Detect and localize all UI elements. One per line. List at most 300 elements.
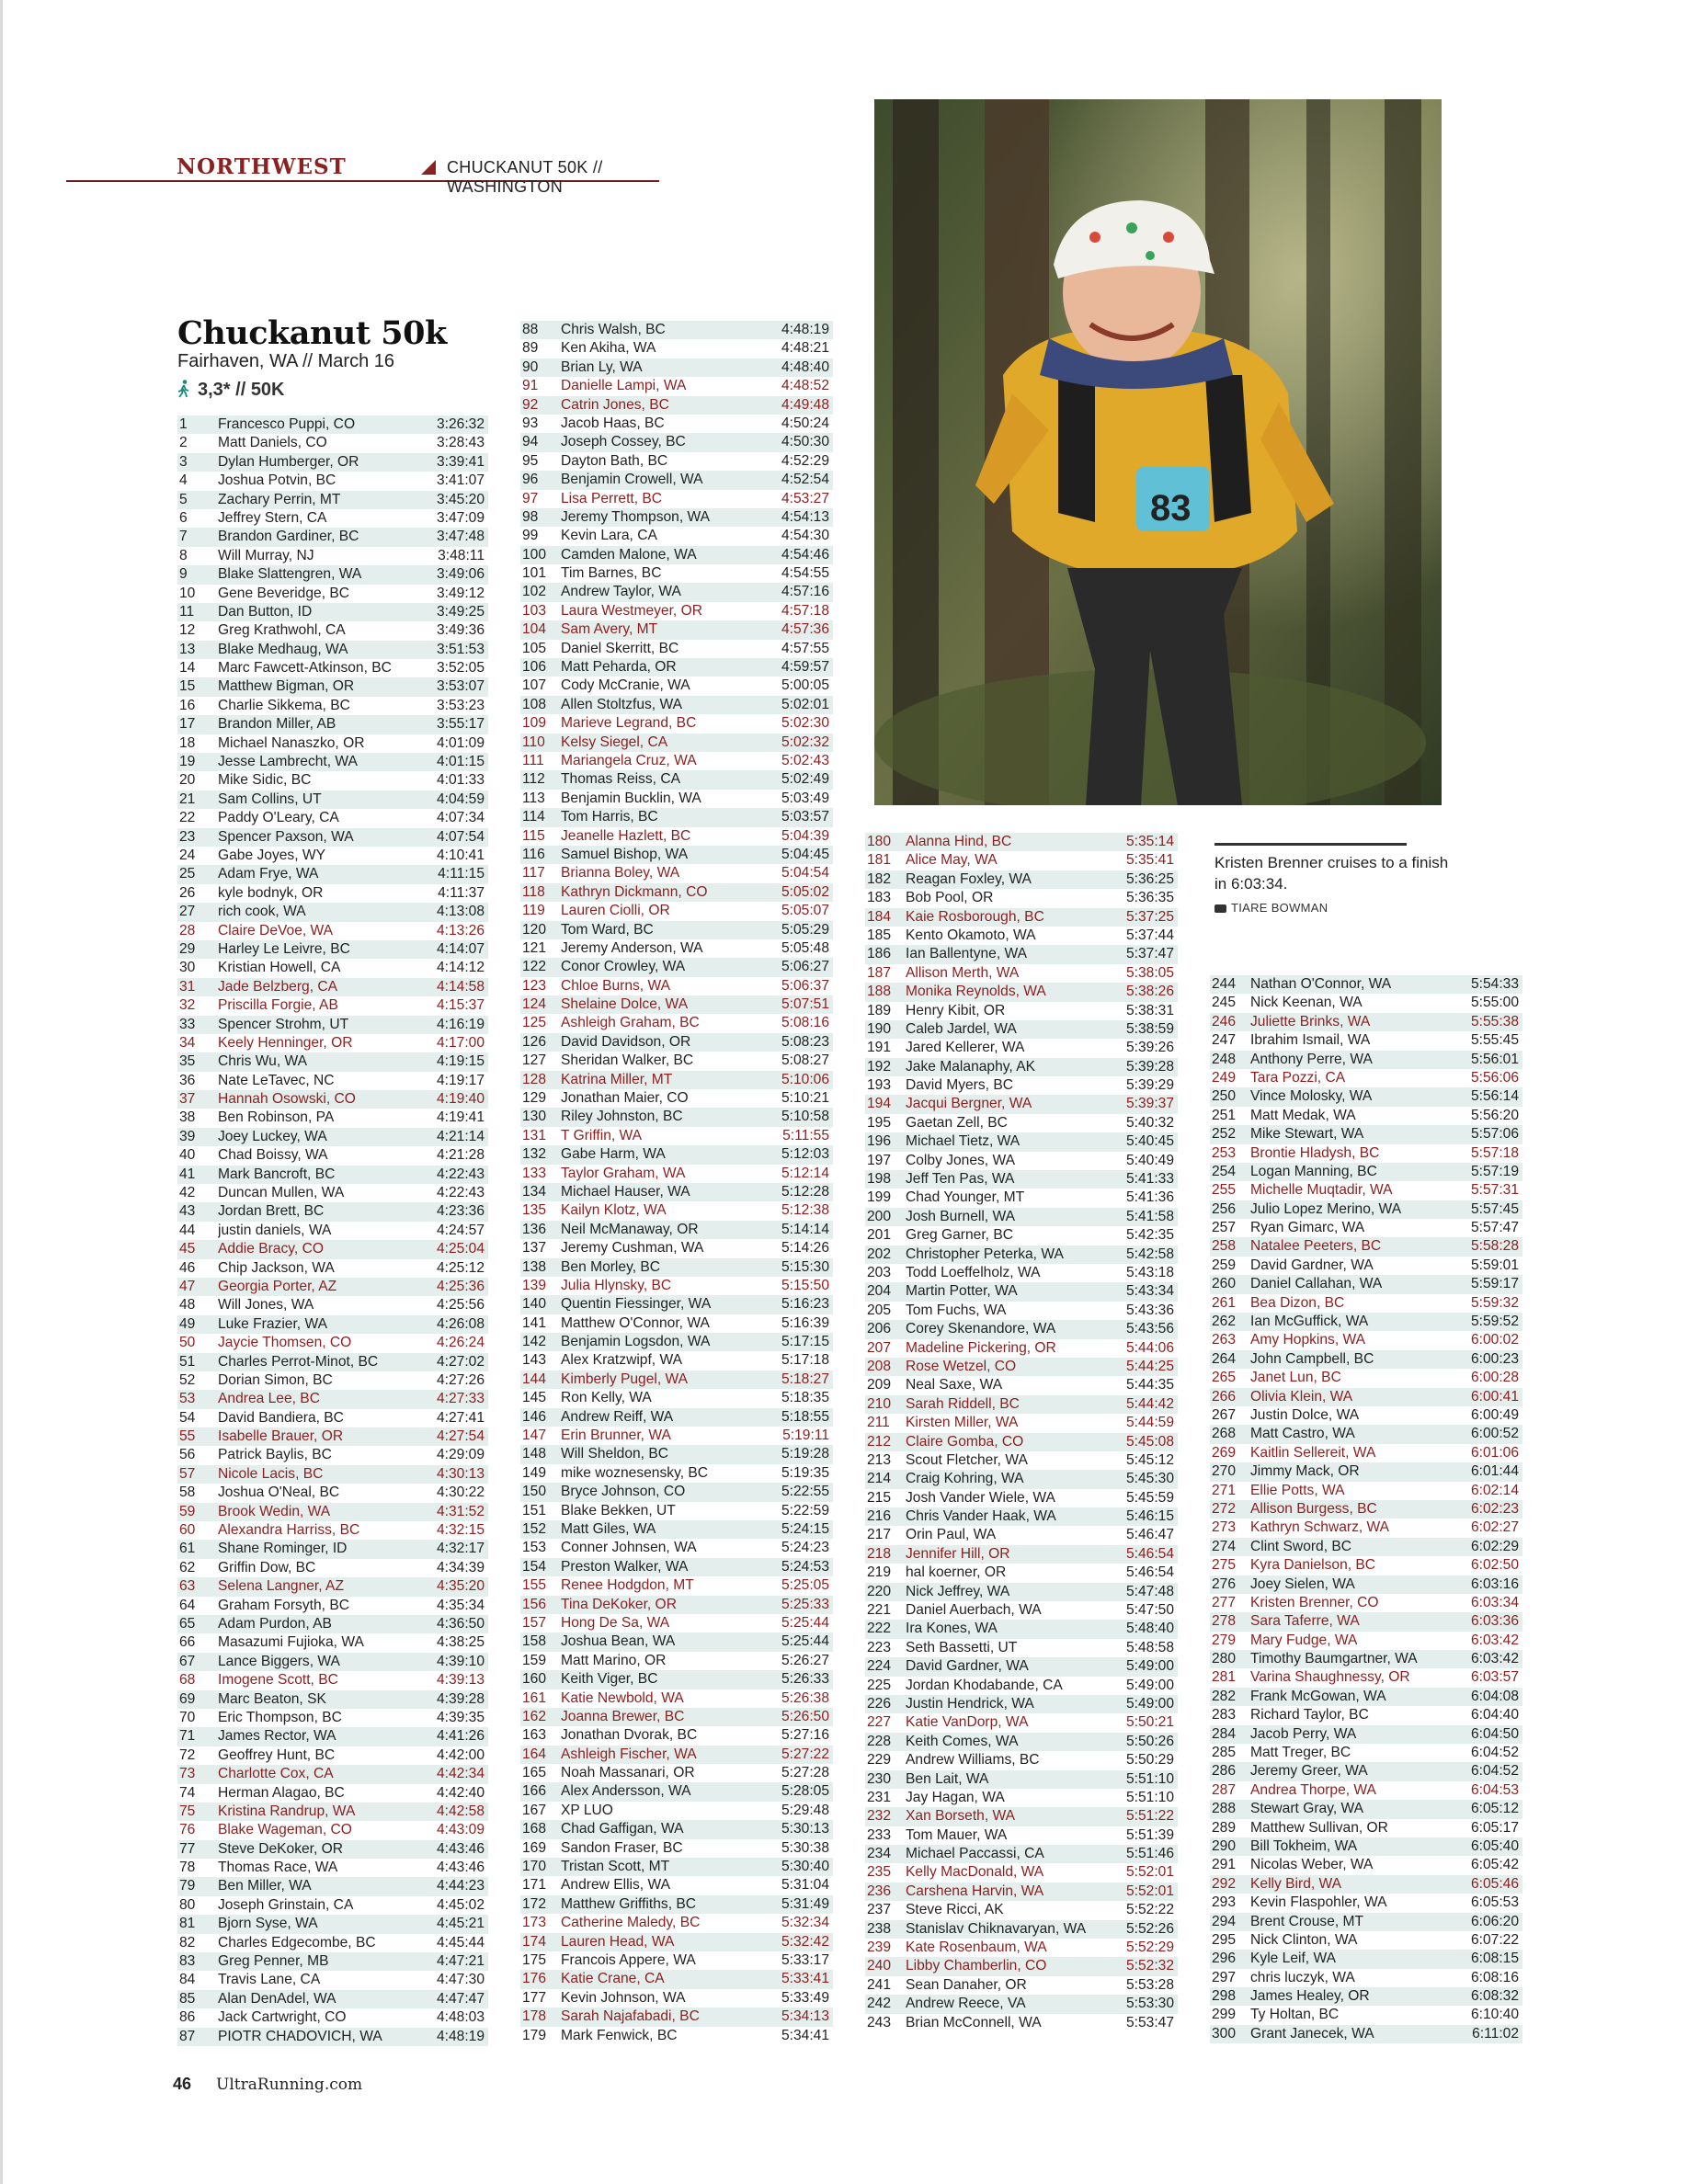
result-name: Quentin Fiessinger, WA bbox=[561, 1296, 712, 1313]
result-row bbox=[865, 1920, 1178, 1939]
result-name: David Davidson, OR bbox=[561, 1033, 691, 1050]
result-row bbox=[1210, 1856, 1522, 1874]
result-name: Kathryn Schwarz, WA bbox=[1250, 1519, 1390, 1536]
result-row bbox=[1210, 1969, 1522, 1987]
result-place: 177 bbox=[522, 1989, 547, 2006]
result-place: 121 bbox=[522, 939, 547, 956]
result-row bbox=[1210, 1013, 1522, 1031]
result-time: 5:19:28 bbox=[781, 1446, 829, 1462]
result-time: 5:42:58 bbox=[1125, 1246, 1174, 1262]
result-time: 5:03:57 bbox=[781, 809, 829, 825]
result-row bbox=[1210, 1350, 1522, 1369]
result-time: 5:19:11 bbox=[782, 1428, 829, 1444]
result-name: Marc Beaton, SK bbox=[218, 1690, 326, 1707]
result-name: David Gardner, WA bbox=[1250, 1257, 1374, 1273]
result-row bbox=[520, 1408, 833, 1427]
result-time: 4:41:26 bbox=[436, 1728, 485, 1745]
result-place: 88 bbox=[522, 322, 539, 337]
result-row bbox=[177, 1259, 488, 1278]
result-time: 4:01:15 bbox=[436, 754, 485, 770]
result-time: 6:08:32 bbox=[1470, 1988, 1519, 2005]
result-time: 5:52:32 bbox=[1125, 1958, 1174, 1974]
result-place: 26 bbox=[179, 884, 196, 901]
result-row bbox=[1210, 975, 1522, 994]
result-place: 222 bbox=[867, 1621, 892, 1637]
result-time: 5:14:14 bbox=[781, 1221, 829, 1237]
result-place: 90 bbox=[522, 358, 539, 375]
result-place: 193 bbox=[867, 1077, 892, 1094]
result-time: 4:34:39 bbox=[436, 1559, 485, 1575]
result-row bbox=[520, 1652, 833, 1670]
result-time: 4:01:09 bbox=[436, 734, 485, 751]
result-place: 190 bbox=[867, 1020, 892, 1037]
result-row bbox=[865, 1826, 1178, 1845]
result-place: 62 bbox=[179, 1559, 196, 1575]
result-name: James Rector, WA bbox=[218, 1728, 336, 1745]
result-name: Allison Burgess, BC bbox=[1250, 1500, 1377, 1517]
result-time: 5:10:58 bbox=[781, 1109, 829, 1125]
result-time: 4:19:40 bbox=[436, 1091, 485, 1108]
result-time: 5:50:26 bbox=[1125, 1733, 1174, 1749]
result-name: Jeremy Cushman, WA bbox=[561, 1240, 704, 1257]
result-row bbox=[177, 641, 488, 659]
result-place: 61 bbox=[179, 1541, 196, 1557]
result-time: 5:14:26 bbox=[781, 1240, 829, 1257]
result-place: 273 bbox=[1212, 1519, 1237, 1536]
result-name: Chris Walsh, BC bbox=[561, 322, 666, 337]
result-place: 295 bbox=[1212, 1931, 1237, 1948]
result-place: 294 bbox=[1212, 1913, 1237, 1929]
result-row bbox=[177, 1803, 488, 1821]
result-row bbox=[520, 1295, 833, 1314]
result-place: 277 bbox=[1212, 1594, 1237, 1610]
result-place: 18 bbox=[179, 734, 196, 751]
result-row bbox=[865, 1770, 1178, 1789]
result-name: Nick Jeffrey, WA bbox=[906, 1583, 1010, 1599]
result-row bbox=[177, 1784, 488, 1803]
result-time: 5:46:54 bbox=[1125, 1564, 1174, 1581]
result-time: 5:57:19 bbox=[1470, 1163, 1519, 1179]
result-row bbox=[865, 945, 1178, 963]
result-time: 3:53:07 bbox=[436, 678, 485, 695]
result-name: Samuel Bishop, WA bbox=[561, 846, 689, 862]
result-place: 147 bbox=[522, 1428, 547, 1444]
result-name: Tristan Scott, MT bbox=[561, 1859, 670, 1875]
result-row bbox=[865, 1095, 1178, 1113]
result-time: 6:00:41 bbox=[1470, 1388, 1519, 1405]
result-place: 58 bbox=[179, 1484, 196, 1501]
result-name: Jeremy Anderson, WA bbox=[561, 939, 703, 956]
result-place: 157 bbox=[522, 1614, 547, 1631]
result-name: Nicole Lacis, BC bbox=[218, 1465, 324, 1482]
result-time: 6:10:40 bbox=[1470, 2007, 1519, 2023]
result-name: Bea Dizon, BC bbox=[1250, 1294, 1345, 1311]
result-place: 197 bbox=[867, 1152, 892, 1168]
result-row bbox=[1210, 1313, 1522, 1331]
result-name: Matt Peharda, OR bbox=[561, 659, 677, 676]
result-name: Conor Crowley, WA bbox=[561, 959, 686, 975]
result-time: 3:49:25 bbox=[436, 603, 485, 620]
result-row bbox=[520, 1464, 833, 1483]
result-time: 5:27:22 bbox=[781, 1746, 829, 1762]
result-place: 212 bbox=[867, 1433, 892, 1450]
result-row bbox=[177, 1615, 488, 1633]
result-name: Michael Paccassi, CA bbox=[906, 1846, 1044, 1862]
result-time: 5:05:02 bbox=[781, 883, 829, 900]
result-place: 252 bbox=[1212, 1126, 1237, 1143]
result-name: Keith Comes, WA bbox=[906, 1733, 1019, 1749]
result-time: 5:45:12 bbox=[1125, 1451, 1174, 1468]
result-time: 5:43:56 bbox=[1125, 1321, 1174, 1337]
result-name: Tom Mauer, WA bbox=[906, 1826, 1008, 1843]
result-time: 6:11:02 bbox=[1472, 2025, 1519, 2042]
result-name: Carshena Harvin, WA bbox=[906, 1883, 1044, 1899]
result-name: Mary Fudge, WA bbox=[1250, 1632, 1358, 1648]
result-time: 5:15:30 bbox=[781, 1258, 829, 1275]
result-name: Rose Wetzel, CO bbox=[906, 1358, 1017, 1374]
result-row bbox=[520, 1071, 833, 1089]
result-time: 4:29:09 bbox=[436, 1447, 485, 1463]
result-place: 274 bbox=[1212, 1538, 1237, 1554]
result-row bbox=[1210, 1051, 1522, 1069]
result-place: 204 bbox=[867, 1283, 892, 1300]
result-row bbox=[177, 1371, 488, 1390]
result-row bbox=[1210, 1069, 1522, 1087]
result-row bbox=[865, 1713, 1178, 1732]
result-name: Nathan O'Connor, WA bbox=[1250, 976, 1392, 992]
result-time: 5:02:01 bbox=[781, 696, 829, 712]
result-place: 192 bbox=[867, 1058, 892, 1075]
result-place: 292 bbox=[1212, 1875, 1237, 1892]
result-name: Katrina Miller, MT bbox=[561, 1071, 673, 1087]
result-time: 4:50:24 bbox=[781, 415, 829, 431]
result-row bbox=[520, 1258, 833, 1277]
result-time: 4:54:13 bbox=[781, 508, 829, 525]
result-name: Zachary Perrin, MT bbox=[218, 491, 341, 507]
result-place: 138 bbox=[522, 1258, 547, 1275]
result-time: 5:47:48 bbox=[1125, 1583, 1174, 1599]
result-place: 161 bbox=[522, 1689, 547, 1706]
result-name: Allison Merth, WA bbox=[906, 964, 1020, 981]
result-place: 81 bbox=[179, 1916, 196, 1932]
result-place: 297 bbox=[1212, 1969, 1237, 1985]
result-row bbox=[520, 339, 833, 358]
result-row bbox=[520, 452, 833, 471]
result-name: Mark Fenwick, BC bbox=[561, 2027, 678, 2043]
result-row bbox=[177, 1166, 488, 1184]
result-place: 246 bbox=[1212, 1013, 1237, 1029]
result-time: 4:42:00 bbox=[436, 1746, 485, 1763]
result-time: 6:04:52 bbox=[1470, 1745, 1519, 1761]
result-row bbox=[177, 996, 488, 1015]
result-place: 100 bbox=[522, 546, 547, 563]
result-place: 251 bbox=[1212, 1107, 1237, 1123]
result-place: 154 bbox=[522, 1558, 547, 1575]
result-place: 207 bbox=[867, 1339, 892, 1356]
result-name: Will Sheldon, BC bbox=[561, 1446, 668, 1462]
result-time: 5:31:49 bbox=[781, 1895, 829, 1912]
result-name: Jay Hagan, WA bbox=[906, 1789, 1005, 1805]
bib-number: 83 bbox=[1150, 488, 1192, 529]
result-name: kyle bodnyk, OR bbox=[218, 884, 324, 901]
result-time: 3:49:12 bbox=[436, 585, 485, 601]
result-row bbox=[520, 1820, 833, 1838]
result-name: Joanna Brewer, BC bbox=[561, 1708, 685, 1724]
result-place: 39 bbox=[179, 1128, 196, 1144]
result-time: 5:55:00 bbox=[1470, 995, 1519, 1011]
result-row bbox=[520, 1145, 833, 1164]
result-place: 179 bbox=[522, 2027, 547, 2043]
results-column-3 bbox=[865, 833, 1178, 2032]
result-time: 5:56:01 bbox=[1470, 1051, 1519, 1067]
result-time: 6:03:57 bbox=[1470, 1669, 1519, 1686]
result-time: 4:16:19 bbox=[436, 1016, 485, 1032]
result-time: 5:35:41 bbox=[1125, 852, 1174, 869]
result-time: 5:34:13 bbox=[781, 2008, 829, 2025]
result-row bbox=[177, 1315, 488, 1334]
result-row bbox=[520, 1839, 833, 1858]
result-time: 5:07:51 bbox=[781, 996, 829, 1013]
result-name: Brook Wedin, WA bbox=[218, 1503, 331, 1519]
result-row bbox=[520, 1239, 833, 1257]
result-time: 6:04:52 bbox=[1470, 1763, 1519, 1780]
result-time: 5:51:10 bbox=[1125, 1789, 1174, 1805]
result-row bbox=[520, 1314, 833, 1333]
result-row bbox=[177, 1577, 488, 1596]
result-time: 6:05:42 bbox=[1470, 1857, 1519, 1873]
results-column-4 bbox=[1210, 975, 1522, 2043]
result-name: Matthew Bigman, OR bbox=[218, 678, 355, 695]
result-row bbox=[520, 1989, 833, 2008]
result-time: 6:02:14 bbox=[1470, 1482, 1519, 1498]
result-row bbox=[520, 1708, 833, 1726]
result-time: 5:48:40 bbox=[1125, 1621, 1174, 1637]
result-time: 5:46:54 bbox=[1125, 1545, 1174, 1562]
result-row bbox=[177, 1709, 488, 1727]
result-row bbox=[177, 1540, 488, 1558]
result-name: Alexandra Harriss, BC bbox=[218, 1522, 360, 1539]
result-row bbox=[520, 1445, 833, 1463]
result-place: 2 bbox=[179, 435, 188, 451]
result-row bbox=[865, 1863, 1178, 1882]
result-place: 24 bbox=[179, 847, 196, 863]
result-time: 5:18:35 bbox=[781, 1390, 829, 1406]
result-time: 4:42:58 bbox=[436, 1803, 485, 1819]
result-row bbox=[177, 1202, 488, 1221]
result-name: Nate LeTavec, NC bbox=[218, 1072, 335, 1088]
result-time: 5:04:54 bbox=[781, 865, 829, 882]
result-place: 153 bbox=[522, 1540, 547, 1556]
result-time: 4:39:35 bbox=[436, 1709, 485, 1725]
result-place: 106 bbox=[522, 659, 547, 676]
result-name: Mike Stewart, WA bbox=[1250, 1126, 1364, 1143]
result-row bbox=[865, 1152, 1178, 1170]
result-time: 5:33:17 bbox=[781, 1951, 829, 1968]
runner-photo bbox=[874, 99, 1442, 805]
result-row bbox=[520, 790, 833, 808]
result-name: Andrea Thorpe, WA bbox=[1250, 1781, 1376, 1798]
result-time: 6:08:16 bbox=[1470, 1969, 1519, 1985]
result-place: 271 bbox=[1212, 1482, 1237, 1498]
result-place: 148 bbox=[522, 1446, 547, 1462]
result-row bbox=[177, 547, 488, 565]
result-name: Matthew Sullivan, OR bbox=[1250, 1819, 1388, 1836]
result-place: 22 bbox=[179, 810, 196, 826]
result-place: 76 bbox=[179, 1822, 196, 1838]
result-place: 163 bbox=[522, 1727, 547, 1744]
result-time: 4:48:19 bbox=[781, 322, 829, 337]
result-time: 5:05:29 bbox=[781, 921, 829, 938]
result-name: Jaycie Thomsen, CO bbox=[218, 1335, 352, 1351]
result-place: 3 bbox=[179, 453, 188, 470]
result-name: Ian McGuffick, WA bbox=[1250, 1314, 1369, 1330]
result-row bbox=[520, 1483, 833, 1501]
result-row bbox=[865, 1976, 1178, 1995]
result-place: 213 bbox=[867, 1451, 892, 1468]
caption-rule bbox=[1214, 843, 1407, 846]
result-place: 241 bbox=[867, 1976, 892, 1993]
result-name: Kevin Lara, CA bbox=[561, 528, 657, 544]
result-name: Jacob Perry, WA bbox=[1250, 1725, 1357, 1742]
result-row bbox=[865, 1451, 1178, 1470]
result-name: Alice May, WA bbox=[906, 852, 998, 869]
section-header bbox=[66, 154, 659, 196]
result-place: 113 bbox=[522, 790, 545, 806]
result-name: Lance Biggers, WA bbox=[218, 1653, 340, 1669]
result-place: 13 bbox=[179, 641, 196, 657]
result-place: 74 bbox=[179, 1784, 196, 1801]
result-name: Matt Marino, OR bbox=[561, 1652, 667, 1668]
result-row bbox=[865, 1995, 1178, 2013]
result-row bbox=[865, 1320, 1178, 1338]
result-place: 239 bbox=[867, 1939, 892, 1956]
result-name: Kathryn Dickmann, CO bbox=[561, 883, 708, 900]
result-place: 136 bbox=[522, 1221, 547, 1237]
result-time: 4:01:33 bbox=[436, 772, 485, 789]
result-name: Hong De Sa, WA bbox=[561, 1614, 670, 1631]
result-name: Kyle Leif, WA bbox=[1250, 1951, 1337, 1967]
result-name: Nick Clinton, WA bbox=[1250, 1931, 1358, 1948]
result-row bbox=[520, 1520, 833, 1539]
result-name: Vince Molosky, WA bbox=[1250, 1088, 1373, 1105]
result-row bbox=[520, 1632, 833, 1651]
result-name: Tom Fuchs, WA bbox=[906, 1302, 1007, 1318]
result-time: 5:16:23 bbox=[781, 1296, 829, 1313]
result-time: 5:43:18 bbox=[1125, 1264, 1174, 1280]
result-row bbox=[865, 1058, 1178, 1076]
result-time: 5:02:49 bbox=[781, 771, 829, 788]
result-place: 287 bbox=[1212, 1781, 1237, 1798]
result-row bbox=[177, 1016, 488, 1034]
result-row bbox=[177, 1690, 488, 1709]
result-place: 9 bbox=[179, 566, 188, 583]
result-time: 6:03:34 bbox=[1470, 1594, 1519, 1610]
result-name: Blake Medhaug, WA bbox=[218, 641, 348, 657]
result-name: Kento Okamoto, WA bbox=[906, 927, 1036, 943]
result-name: Justin Hendrick, WA bbox=[906, 1695, 1034, 1712]
result-name: Michelle Muqtadir, WA bbox=[1250, 1182, 1393, 1199]
result-time: 5:26:33 bbox=[781, 1671, 829, 1688]
result-row bbox=[1210, 1668, 1522, 1687]
result-time: 4:57:16 bbox=[781, 584, 829, 600]
result-row bbox=[177, 472, 488, 490]
result-name: Nicolas Weber, WA bbox=[1250, 1857, 1374, 1873]
result-name: Spencer Paxson, WA bbox=[218, 828, 354, 845]
result-row bbox=[1210, 2006, 1522, 2024]
result-row bbox=[177, 922, 488, 940]
result-place: 123 bbox=[522, 977, 547, 994]
result-row bbox=[177, 959, 488, 977]
result-time: 4:43:46 bbox=[436, 1840, 485, 1857]
result-row bbox=[177, 1877, 488, 1895]
result-name: Colby Jones, WA bbox=[906, 1152, 1016, 1168]
result-name: Alanna Hind, BC bbox=[906, 834, 1012, 849]
result-time: 4:47:21 bbox=[436, 1953, 485, 1970]
result-row bbox=[1210, 1237, 1522, 1256]
result-name: Sam Avery, MT bbox=[561, 621, 658, 638]
result-place: 217 bbox=[867, 1527, 892, 1543]
result-row bbox=[865, 1564, 1178, 1582]
result-place: 272 bbox=[1212, 1500, 1237, 1517]
result-place: 150 bbox=[522, 1484, 547, 1500]
result-time: 5:26:27 bbox=[781, 1652, 829, 1668]
result-row bbox=[177, 1727, 488, 1746]
result-place: 82 bbox=[179, 1934, 196, 1951]
result-name: Sheridan Walker, BC bbox=[561, 1052, 694, 1069]
result-name: James Healey, OR bbox=[1250, 1988, 1370, 2005]
result-row bbox=[1210, 1781, 1522, 1800]
result-time: 4:26:24 bbox=[436, 1335, 485, 1351]
result-time: 5:57:47 bbox=[1470, 1220, 1519, 1236]
result-name: Erin Brunner, WA bbox=[561, 1428, 671, 1444]
result-place: 219 bbox=[867, 1564, 892, 1581]
result-place: 176 bbox=[522, 1971, 547, 1987]
result-place: 201 bbox=[867, 1227, 892, 1244]
result-place: 56 bbox=[179, 1447, 196, 1463]
result-name: Joshua Bean, WA bbox=[561, 1633, 676, 1650]
result-row bbox=[520, 321, 833, 339]
result-place: 224 bbox=[867, 1658, 892, 1675]
result-name: Chip Jackson, WA bbox=[218, 1259, 335, 1276]
result-place: 183 bbox=[867, 890, 892, 906]
result-place: 209 bbox=[867, 1377, 892, 1393]
result-name: Jordan Brett, BC bbox=[218, 1203, 325, 1220]
result-name: Sam Collins, UT bbox=[218, 791, 322, 807]
result-time: 4:19:17 bbox=[436, 1072, 485, 1088]
result-row bbox=[520, 508, 833, 527]
result-row bbox=[1210, 1219, 1522, 1237]
result-time: 4:32:17 bbox=[436, 1541, 485, 1557]
result-name: Corey Skenandore, WA bbox=[906, 1321, 1056, 1337]
result-place: 196 bbox=[867, 1133, 892, 1150]
result-row bbox=[177, 603, 488, 621]
result-time: 6:03:42 bbox=[1470, 1651, 1519, 1667]
result-place: 231 bbox=[867, 1789, 892, 1805]
result-place: 284 bbox=[1212, 1725, 1237, 1742]
result-name: Hannah Osowski, CO bbox=[218, 1091, 356, 1108]
result-place: 205 bbox=[867, 1302, 892, 1318]
result-row bbox=[865, 1002, 1178, 1020]
result-time: 4:27:54 bbox=[436, 1428, 485, 1445]
result-place: 118 bbox=[522, 883, 545, 900]
result-row bbox=[1210, 1987, 1522, 2006]
result-name: Allen Stoltzfus, WA bbox=[561, 696, 683, 712]
result-time: 5:30:38 bbox=[781, 1839, 829, 1856]
result-place: 247 bbox=[1212, 1032, 1237, 1049]
result-row bbox=[520, 377, 833, 395]
result-time: 4:48:03 bbox=[436, 2009, 485, 2026]
result-place: 40 bbox=[179, 1147, 196, 1164]
